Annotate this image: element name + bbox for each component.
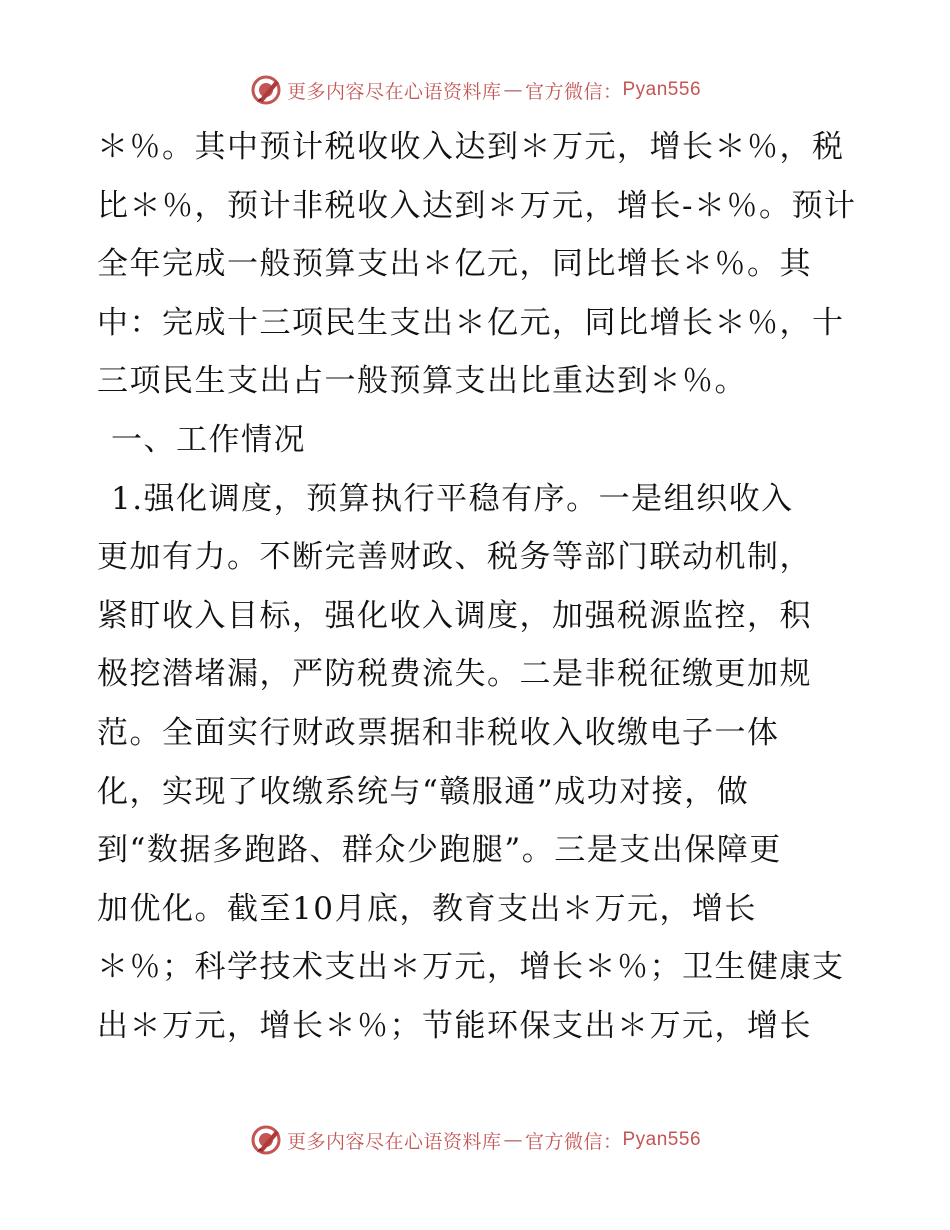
footer-watermark: [0, 1120, 950, 1160]
text-line: 三项民生支出占一般预算支出比重达到＊％。: [97, 363, 747, 400]
watermark-site-text: 更多内容尽在心语资料库: [286, 1130, 502, 1153]
text-line: 比＊％，预计非税收入达到＊万元，增长-＊％。预计: [97, 187, 857, 224]
text-line: 化，实现了收缴系统与“赣服通”成功对接，做: [97, 773, 750, 810]
text-line: 1.强化调度，预算执行平稳有序。一是组织收入: [111, 480, 794, 517]
pen-logo-icon: [249, 1123, 283, 1157]
watermark-account: Pyan556: [622, 1129, 702, 1150]
document-body: [97, 118, 857, 1056]
header-watermark: [0, 70, 950, 110]
watermark-official-label: 官方微信：: [524, 1130, 623, 1153]
watermark-dash: —: [503, 1129, 523, 1151]
text-line: 紧盯收入目标，强化收入调度，加强税源监控，积: [97, 597, 812, 634]
watermark-account: Pyan556: [622, 79, 702, 100]
watermark-official-label: 官方微信：: [524, 80, 623, 103]
pen-logo-icon: [249, 73, 283, 107]
text-line: ＊％；科学技术支出＊万元，增长＊％；卫生健康支: [97, 949, 845, 986]
text-line: 更加有力。不断完善财政、税务等部门联动机制，: [97, 539, 812, 576]
text-line: 到“数据多跑路、群众少跑腿”。三是支出保障更: [97, 832, 782, 869]
text-line: 范。全面实行财政票据和非税收入收缴电子一体: [97, 714, 780, 751]
section-heading: 一、工作情况: [111, 421, 306, 458]
watermark-site-text: 更多内容尽在心语资料库: [286, 80, 502, 103]
text-line: 出＊万元，增长＊％；节能环保支出＊万元，增长: [97, 1007, 812, 1044]
text-line: 中：完成十三项民生支出＊亿元，同比增长＊％，十: [97, 304, 845, 341]
watermark-dash: —: [503, 79, 523, 101]
text-line: 加优化。截至10月底，教育支出＊万元，增长: [97, 890, 757, 927]
text-line: 极挖潜堵漏，严防税费流失。二是非税征缴更加规: [97, 656, 812, 693]
text-line: 全年完成一般预算支出＊亿元，同比增长＊％。其: [97, 246, 812, 283]
text-line: ＊％。其中预计税收收入达到＊万元，增长＊％，税: [97, 129, 845, 165]
